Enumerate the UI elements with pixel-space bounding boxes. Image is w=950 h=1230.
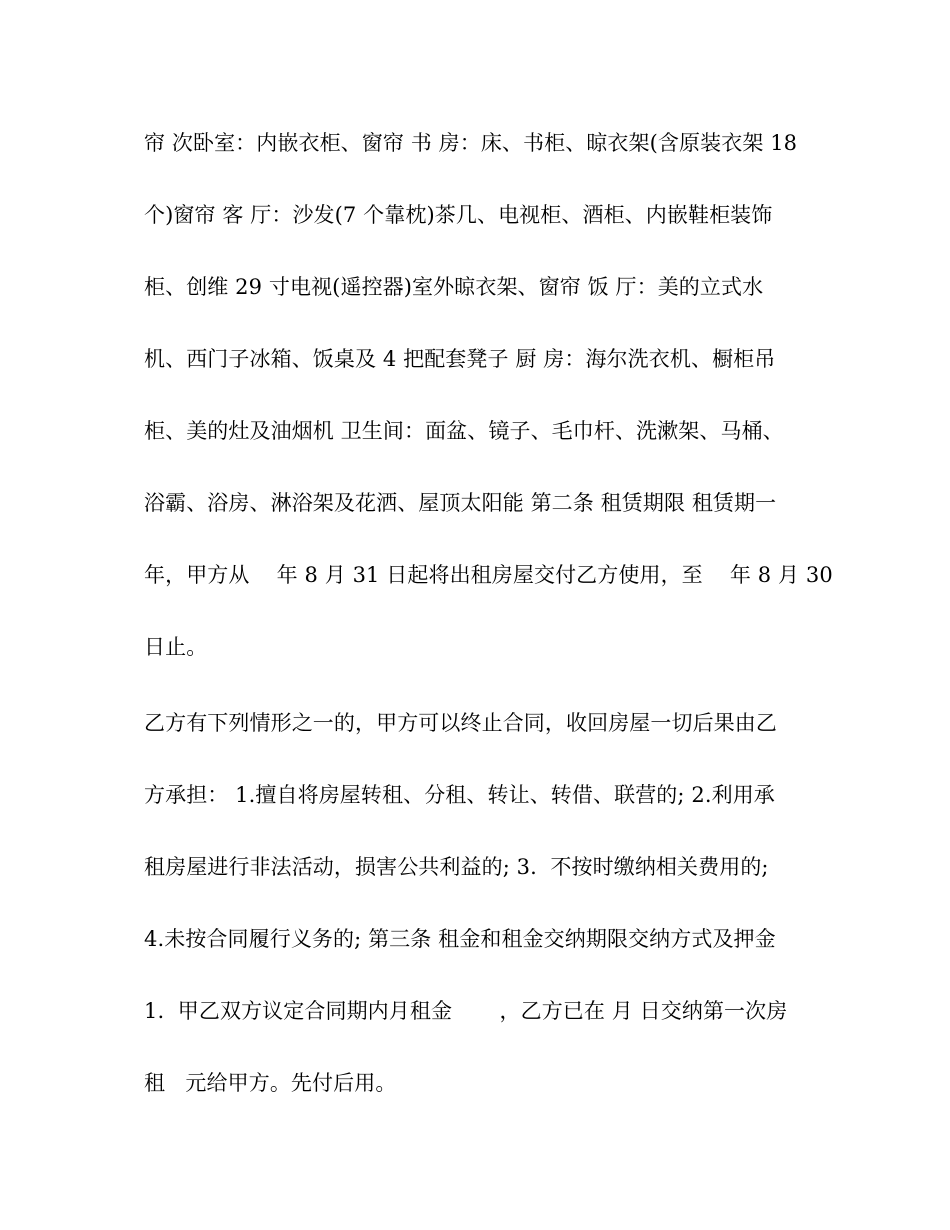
text-line: 帘 次卧室：内嵌衣柜、窗帘 书 房：床、书柜、晾衣架(含原装衣架 18 xyxy=(144,131,798,155)
text-line: 机、西门子冰箱、饭桌及 4 把配套凳子 厨 房：海尔洗衣机、橱柜吊 xyxy=(144,347,776,371)
text-line: 柜、创维 29 寸电视(遥控器)室外晾衣架、窗帘 饭 厅：美的立式水 xyxy=(144,275,764,299)
text-line: 日止。 xyxy=(144,635,208,659)
text-line: 租 元给甲方。先付后用。 xyxy=(144,1071,397,1095)
text-line: 4.未按合同履行义务的; 第三条 租金和租金交纳期限交纳方式及押金 xyxy=(144,927,776,951)
text-line: 1. 甲乙双方议定合同期内月租金 ，乙方已在 月 日交纳第一次房 xyxy=(144,999,788,1023)
text-line: 柜、美的灶及油烟机 卫生间：面盆、镜子、毛巾杆、洗漱架、马桶、 xyxy=(144,419,784,443)
text-line: 个)窗帘 客 厅：沙发(7 个靠枕)茶几、电视柜、酒柜、内嵌鞋柜装饰 xyxy=(144,203,773,227)
text-line: 乙方有下列情形之一的，甲方可以终止合同，收回房屋一切后果由乙 xyxy=(144,711,777,735)
text-line: 方承担： 1.擅自将房屋转租、分租、转让、转借、联营的; 2.利用承 xyxy=(144,783,775,807)
text-line: 年，甲方从 年 8 月 31 日起将出租房屋交付乙方使用，至 年 8 月 30 xyxy=(144,563,833,587)
text-line: 浴霸、浴房、淋浴架及花洒、屋顶太阳能 第二条 租赁期限 租赁期一 xyxy=(144,491,777,515)
paragraph-furniture-and-term xyxy=(144,107,833,683)
text-line: 租房屋进行非法活动，损害公共利益的; 3. 不按时缴纳相关费用的; xyxy=(144,855,769,879)
paragraph-termination-and-rent xyxy=(144,687,814,1119)
